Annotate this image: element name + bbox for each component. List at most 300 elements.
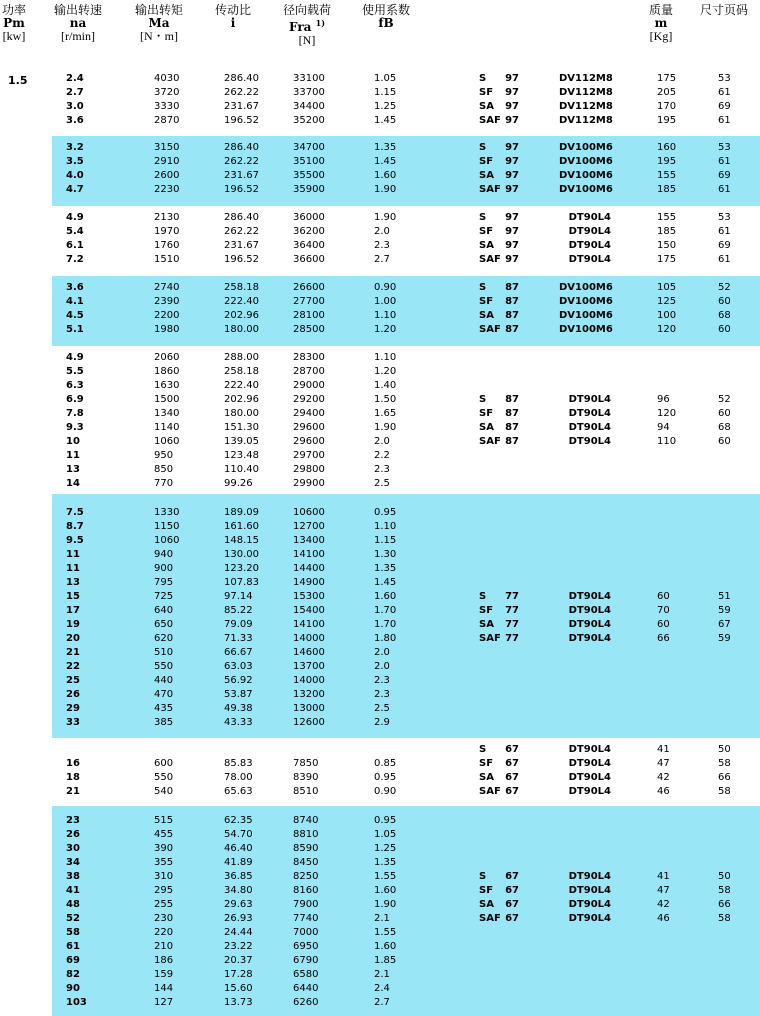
cell-torque: 950 bbox=[154, 450, 174, 461]
table-row bbox=[52, 211, 760, 225]
cell-ratio: 49.38 bbox=[224, 703, 253, 714]
cell-motor-model: DT90L4 bbox=[568, 885, 611, 896]
table-row bbox=[52, 996, 760, 1010]
table-row bbox=[52, 716, 760, 730]
cell-torque: 255 bbox=[154, 899, 174, 910]
cell-speed: 6.1 bbox=[66, 240, 84, 251]
row-group bbox=[52, 206, 760, 276]
table-row bbox=[52, 646, 760, 660]
cell-speed: 21 bbox=[66, 786, 80, 797]
cell-service-factor: 1.30 bbox=[374, 549, 397, 560]
cell-torque: 2060 bbox=[154, 352, 180, 363]
cell-ratio: 202.96 bbox=[224, 310, 259, 321]
cell-ratio: 222.40 bbox=[224, 296, 259, 307]
table-row bbox=[52, 618, 760, 632]
row-group bbox=[52, 56, 760, 136]
table-row bbox=[52, 114, 760, 128]
cell-mount-type: SAF bbox=[479, 633, 501, 644]
cell-ratio: 286.40 bbox=[224, 73, 259, 84]
cell-motor-model: DV100M6 bbox=[559, 296, 613, 307]
header-ratio-symbol: i bbox=[230, 16, 236, 30]
cell-torque: 1760 bbox=[154, 240, 180, 251]
cell-page-ref: 60 bbox=[718, 408, 731, 419]
table-row bbox=[52, 870, 760, 884]
cell-speed: 6.9 bbox=[66, 394, 84, 405]
cell-ratio: 99.26 bbox=[224, 478, 253, 489]
cell-motor-model: DV100M6 bbox=[559, 156, 613, 167]
table-row bbox=[52, 884, 760, 898]
cell-speed: 13 bbox=[66, 464, 80, 475]
cell-radial-load: 8250 bbox=[293, 871, 319, 882]
cell-page-ref: 52 bbox=[718, 282, 731, 293]
cell-radial-load: 6950 bbox=[293, 941, 319, 952]
cell-mass: 150 bbox=[657, 240, 677, 251]
cell-ratio: 180.00 bbox=[224, 408, 259, 419]
cell-page-ref: 58 bbox=[718, 885, 731, 896]
header-power bbox=[2, 4, 26, 43]
cell-torque: 2200 bbox=[154, 310, 180, 321]
cell-size: 77 bbox=[505, 605, 519, 616]
cell-torque: 1980 bbox=[154, 324, 180, 335]
table-row bbox=[52, 548, 760, 562]
cell-mass: 170 bbox=[657, 101, 677, 112]
cell-ratio: 196.52 bbox=[224, 184, 259, 195]
cell-ratio: 161.60 bbox=[224, 521, 259, 532]
cell-service-factor: 2.9 bbox=[374, 717, 390, 728]
cell-mass: 120 bbox=[657, 408, 677, 419]
cell-mount-type: SA bbox=[479, 899, 494, 910]
header-radial-load-footnote: 1) bbox=[315, 18, 325, 28]
cell-torque: 650 bbox=[154, 619, 174, 630]
cell-radial-load: 27700 bbox=[293, 296, 325, 307]
table-row bbox=[52, 940, 760, 954]
cell-mass: 185 bbox=[657, 226, 677, 237]
cell-service-factor: 1.60 bbox=[374, 885, 397, 896]
cell-torque: 1500 bbox=[154, 394, 180, 405]
cell-speed: 61 bbox=[66, 941, 80, 952]
table-row bbox=[52, 842, 760, 856]
cell-speed: 103 bbox=[66, 997, 87, 1008]
cell-speed: 9.3 bbox=[66, 422, 84, 433]
cell-radial-load: 34700 bbox=[293, 142, 325, 153]
table-row bbox=[52, 477, 760, 491]
cell-service-factor: 2.0 bbox=[374, 226, 390, 237]
cell-mass: 47 bbox=[657, 885, 670, 896]
cell-speed: 3.0 bbox=[66, 101, 84, 112]
cell-page-ref: 58 bbox=[718, 758, 731, 769]
cell-service-factor: 1.80 bbox=[374, 633, 397, 644]
cell-mass: 66 bbox=[657, 633, 670, 644]
cell-mass: 195 bbox=[657, 156, 677, 167]
header-torque bbox=[135, 4, 183, 43]
cell-radial-load: 8390 bbox=[293, 772, 319, 783]
header-service-factor-symbol: fB bbox=[378, 16, 394, 30]
cell-page-ref: 61 bbox=[718, 254, 731, 265]
cell-radial-load: 7740 bbox=[293, 913, 319, 924]
cell-mass: 70 bbox=[657, 605, 670, 616]
cell-torque: 1060 bbox=[154, 436, 180, 447]
header-radial-load bbox=[283, 4, 331, 47]
cell-torque: 2740 bbox=[154, 282, 180, 293]
cell-page-ref: 53 bbox=[718, 73, 731, 84]
cell-mount-type: S bbox=[479, 282, 487, 293]
cell-motor-model: DV100M6 bbox=[559, 184, 613, 195]
cell-size: 77 bbox=[505, 633, 519, 644]
cell-torque: 1630 bbox=[154, 380, 180, 391]
header-power-unit: [kw] bbox=[2, 29, 26, 43]
table-row bbox=[52, 576, 760, 590]
table-row bbox=[52, 365, 760, 379]
cell-torque: 515 bbox=[154, 815, 174, 826]
table-row bbox=[52, 72, 760, 86]
cell-radial-load: 34400 bbox=[293, 101, 325, 112]
cell-ratio: 286.40 bbox=[224, 212, 259, 223]
cell-size: 87 bbox=[505, 296, 519, 307]
cell-size: 77 bbox=[505, 619, 519, 630]
cell-service-factor: 1.45 bbox=[374, 115, 397, 126]
cell-motor-model: DV100M6 bbox=[559, 324, 613, 335]
cell-size: 77 bbox=[505, 591, 519, 602]
cell-motor-model: DV112M8 bbox=[559, 73, 613, 84]
cell-size: 97 bbox=[505, 73, 519, 84]
cell-speed: 4.5 bbox=[66, 310, 84, 321]
cell-radial-load: 35100 bbox=[293, 156, 325, 167]
table-row bbox=[52, 702, 760, 716]
cell-ratio: 41.89 bbox=[224, 857, 253, 868]
cell-ratio: 139.05 bbox=[224, 436, 259, 447]
cell-radial-load: 29200 bbox=[293, 394, 325, 405]
table-header bbox=[0, 0, 760, 56]
cell-ratio: 231.67 bbox=[224, 170, 259, 181]
cell-radial-load: 36600 bbox=[293, 254, 325, 265]
cell-ratio: 202.96 bbox=[224, 394, 259, 405]
cell-service-factor: 1.15 bbox=[374, 535, 397, 546]
cell-service-factor: 1.85 bbox=[374, 955, 397, 966]
cell-page-ref: 60 bbox=[718, 296, 731, 307]
cell-motor-model: DT90L4 bbox=[568, 786, 611, 797]
cell-motor-model: DT90L4 bbox=[568, 913, 611, 924]
cell-ratio: 97.14 bbox=[224, 591, 253, 602]
cell-service-factor: 1.10 bbox=[374, 521, 397, 532]
cell-ratio: 258.18 bbox=[224, 282, 259, 293]
table-row bbox=[52, 309, 760, 323]
cell-speed: 20 bbox=[66, 633, 80, 644]
cell-size: 87 bbox=[505, 282, 519, 293]
table-row bbox=[52, 407, 760, 421]
cell-speed: 58 bbox=[66, 927, 80, 938]
table-row bbox=[52, 912, 760, 926]
cell-radial-load: 12600 bbox=[293, 717, 325, 728]
table-row bbox=[52, 534, 760, 548]
cell-radial-load: 35200 bbox=[293, 115, 325, 126]
cell-ratio: 62.35 bbox=[224, 815, 253, 826]
cell-radial-load: 6260 bbox=[293, 997, 319, 1008]
cell-service-factor: 2.3 bbox=[374, 675, 390, 686]
table-row bbox=[52, 814, 760, 828]
cell-mount-type: SF bbox=[479, 758, 494, 769]
cell-mount-type: S bbox=[479, 744, 487, 755]
cell-torque: 770 bbox=[154, 478, 174, 489]
cell-ratio: 110.40 bbox=[224, 464, 259, 475]
cell-torque: 2230 bbox=[154, 184, 180, 195]
cell-page-ref: 60 bbox=[718, 436, 731, 447]
cell-radial-load: 29800 bbox=[293, 464, 325, 475]
cell-speed: 11 bbox=[66, 563, 80, 574]
cell-torque: 1330 bbox=[154, 507, 180, 518]
cell-service-factor: 1.05 bbox=[374, 829, 397, 840]
cell-radial-load: 14600 bbox=[293, 647, 325, 658]
table-row bbox=[52, 421, 760, 435]
cell-radial-load: 33100 bbox=[293, 73, 325, 84]
cell-speed: 82 bbox=[66, 969, 80, 980]
header-mass-symbol: m bbox=[654, 16, 668, 30]
header-service-factor-label: 使用系数 bbox=[362, 3, 411, 17]
cell-torque: 2600 bbox=[154, 170, 180, 181]
cell-speed: 48 bbox=[66, 899, 80, 910]
header-torque-symbol: Ma bbox=[148, 16, 170, 30]
cell-ratio: 123.48 bbox=[224, 450, 259, 461]
cell-motor-model: DT90L4 bbox=[568, 212, 611, 223]
cell-radial-load: 35900 bbox=[293, 184, 325, 195]
table-row bbox=[52, 169, 760, 183]
cell-speed: 7.8 bbox=[66, 408, 84, 419]
cell-service-factor: 1.70 bbox=[374, 605, 397, 616]
cell-page-ref: 58 bbox=[718, 913, 731, 924]
header-service-factor bbox=[362, 4, 410, 30]
cell-speed: 69 bbox=[66, 955, 80, 966]
cell-speed: 3.5 bbox=[66, 156, 84, 167]
table-row bbox=[52, 968, 760, 982]
cell-service-factor: 2.0 bbox=[374, 436, 390, 447]
cell-torque: 600 bbox=[154, 758, 174, 769]
cell-size: 97 bbox=[505, 87, 519, 98]
cell-torque: 455 bbox=[154, 829, 174, 840]
cell-mass: 110 bbox=[657, 436, 677, 447]
header-speed-unit: [r/min] bbox=[61, 29, 95, 43]
cell-service-factor: 1.35 bbox=[374, 857, 397, 868]
cell-radial-load: 12700 bbox=[293, 521, 325, 532]
cell-size: 97 bbox=[505, 254, 519, 265]
cell-torque: 940 bbox=[154, 549, 174, 560]
cell-ratio: 107.83 bbox=[224, 577, 259, 588]
cell-mount-type: SA bbox=[479, 240, 494, 251]
cell-speed: 11 bbox=[66, 450, 80, 461]
cell-page-ref: 69 bbox=[718, 240, 731, 251]
table-row bbox=[52, 281, 760, 295]
cell-torque: 1510 bbox=[154, 254, 180, 265]
cell-size: 97 bbox=[505, 240, 519, 251]
cell-service-factor: 1.90 bbox=[374, 899, 397, 910]
cell-service-factor: 2.0 bbox=[374, 647, 390, 658]
cell-speed: 7.2 bbox=[66, 254, 84, 265]
cell-torque: 4030 bbox=[154, 73, 180, 84]
row-group bbox=[52, 738, 760, 806]
table-row bbox=[52, 743, 760, 757]
cell-ratio: 196.52 bbox=[224, 115, 259, 126]
cell-service-factor: 1.35 bbox=[374, 142, 397, 153]
cell-speed: 33 bbox=[66, 717, 80, 728]
table-row bbox=[52, 86, 760, 100]
cell-ratio: 180.00 bbox=[224, 324, 259, 335]
header-mass-unit: [Kg] bbox=[649, 29, 673, 43]
cell-mass: 46 bbox=[657, 913, 670, 924]
cell-radial-load: 7000 bbox=[293, 927, 319, 938]
cell-mass: 105 bbox=[657, 282, 677, 293]
cell-speed: 38 bbox=[66, 871, 80, 882]
cell-page-ref: 61 bbox=[718, 115, 731, 126]
cell-speed: 4.9 bbox=[66, 352, 84, 363]
cell-mount-type: SAF bbox=[479, 436, 501, 447]
cell-ratio: 36.85 bbox=[224, 871, 253, 882]
cell-service-factor: 1.00 bbox=[374, 296, 397, 307]
cell-torque: 2870 bbox=[154, 115, 180, 126]
cell-ratio: 15.60 bbox=[224, 983, 253, 994]
cell-radial-load: 36400 bbox=[293, 240, 325, 251]
cell-service-factor: 2.1 bbox=[374, 913, 390, 924]
cell-ratio: 85.83 bbox=[224, 758, 253, 769]
header-ratio bbox=[215, 4, 251, 30]
cell-speed: 34 bbox=[66, 857, 80, 868]
cell-motor-model: DV112M8 bbox=[559, 87, 613, 98]
cell-speed: 8.7 bbox=[66, 521, 84, 532]
cell-radial-load: 14100 bbox=[293, 549, 325, 560]
cell-ratio: 26.93 bbox=[224, 913, 253, 924]
cell-page-ref: 69 bbox=[718, 101, 731, 112]
cell-radial-load: 7900 bbox=[293, 899, 319, 910]
cell-mount-type: SA bbox=[479, 101, 494, 112]
cell-service-factor: 1.70 bbox=[374, 619, 397, 630]
cell-radial-load: 28300 bbox=[293, 352, 325, 363]
cell-mount-type: SAF bbox=[479, 786, 501, 797]
cell-radial-load: 29600 bbox=[293, 436, 325, 447]
cell-size: 87 bbox=[505, 310, 519, 321]
row-group bbox=[52, 806, 760, 1016]
cell-speed: 26 bbox=[66, 689, 80, 700]
cell-radial-load: 26600 bbox=[293, 282, 325, 293]
cell-page-ref: 66 bbox=[718, 899, 731, 910]
cell-radial-load: 15300 bbox=[293, 591, 325, 602]
cell-motor-model: DV112M8 bbox=[559, 115, 613, 126]
header-page bbox=[700, 4, 748, 17]
cell-motor-model: DT90L4 bbox=[568, 758, 611, 769]
cell-torque: 725 bbox=[154, 591, 174, 602]
cell-radial-load: 8590 bbox=[293, 843, 319, 854]
cell-torque: 1340 bbox=[154, 408, 180, 419]
cell-mass: 120 bbox=[657, 324, 677, 335]
cell-speed: 41 bbox=[66, 885, 80, 896]
cell-radial-load: 35500 bbox=[293, 170, 325, 181]
cell-service-factor: 1.65 bbox=[374, 408, 397, 419]
cell-ratio: 85.22 bbox=[224, 605, 253, 616]
cell-size: 67 bbox=[505, 758, 519, 769]
cell-speed: 11 bbox=[66, 549, 80, 560]
cell-speed: 90 bbox=[66, 983, 80, 994]
header-torque-label: 输出转矩 bbox=[135, 3, 184, 17]
cell-torque: 470 bbox=[154, 689, 174, 700]
cell-page-ref: 61 bbox=[718, 184, 731, 195]
cell-motor-model: DT90L4 bbox=[568, 744, 611, 755]
table-row bbox=[52, 660, 760, 674]
cell-radial-load: 14400 bbox=[293, 563, 325, 574]
cell-page-ref: 61 bbox=[718, 226, 731, 237]
cell-radial-load: 6440 bbox=[293, 983, 319, 994]
cell-service-factor: 1.15 bbox=[374, 87, 397, 98]
cell-speed: 15 bbox=[66, 591, 80, 602]
cell-speed: 3.2 bbox=[66, 142, 84, 153]
cell-size: 97 bbox=[505, 184, 519, 195]
cell-ratio: 258.18 bbox=[224, 366, 259, 377]
cell-torque: 435 bbox=[154, 703, 174, 714]
row-group bbox=[52, 136, 760, 206]
cell-speed: 22 bbox=[66, 661, 80, 672]
cell-service-factor: 1.60 bbox=[374, 941, 397, 952]
cell-radial-load: 33700 bbox=[293, 87, 325, 98]
table-row bbox=[52, 393, 760, 407]
cell-torque: 2390 bbox=[154, 296, 180, 307]
header-ratio-label: 传动比 bbox=[215, 3, 252, 17]
cell-speed: 4.0 bbox=[66, 170, 84, 181]
cell-mass: 47 bbox=[657, 758, 670, 769]
cell-ratio: 262.22 bbox=[224, 156, 259, 167]
cell-mass: 155 bbox=[657, 212, 677, 223]
cell-service-factor: 0.85 bbox=[374, 758, 397, 769]
cell-ratio: 13.73 bbox=[224, 997, 253, 1008]
cell-speed: 9.5 bbox=[66, 535, 84, 546]
cell-torque: 159 bbox=[154, 969, 174, 980]
cell-motor-model: DV100M6 bbox=[559, 170, 613, 181]
cell-size: 87 bbox=[505, 422, 519, 433]
table-row bbox=[52, 141, 760, 155]
header-radial-load-symbol: Fra $^{1)}$ bbox=[289, 18, 325, 34]
cell-torque: 2130 bbox=[154, 212, 180, 223]
cell-ratio: 286.40 bbox=[224, 142, 259, 153]
cell-torque: 850 bbox=[154, 464, 174, 475]
cell-torque: 1860 bbox=[154, 366, 180, 377]
cell-mount-type: S bbox=[479, 212, 487, 223]
cell-radial-load: 14900 bbox=[293, 577, 325, 588]
cell-ratio: 20.37 bbox=[224, 955, 253, 966]
table-row bbox=[52, 926, 760, 940]
cell-torque: 795 bbox=[154, 577, 174, 588]
cell-speed: 4.1 bbox=[66, 296, 84, 307]
cell-speed: 2.4 bbox=[66, 73, 84, 84]
header-radial-load-unit: [N] bbox=[298, 33, 316, 47]
cell-motor-model: DT90L4 bbox=[568, 772, 611, 783]
cell-ratio: 151.30 bbox=[224, 422, 259, 433]
cell-torque: 144 bbox=[154, 983, 174, 994]
cell-speed: 14 bbox=[66, 478, 80, 489]
cell-ratio: 130.00 bbox=[224, 549, 259, 560]
cell-ratio: 46.40 bbox=[224, 843, 253, 854]
cell-size: 97 bbox=[505, 142, 519, 153]
cell-service-factor: 0.90 bbox=[374, 282, 397, 293]
cell-speed: 3.6 bbox=[66, 282, 84, 293]
cell-radial-load: 14100 bbox=[293, 619, 325, 630]
cell-mount-type: SF bbox=[479, 605, 494, 616]
cell-page-ref: 67 bbox=[718, 619, 731, 630]
cell-size: 97 bbox=[505, 115, 519, 126]
cell-service-factor: 1.90 bbox=[374, 212, 397, 223]
cell-service-factor: 1.50 bbox=[374, 394, 397, 405]
cell-speed: 2.7 bbox=[66, 87, 84, 98]
cell-mass: 41 bbox=[657, 744, 670, 755]
cell-size: 67 bbox=[505, 786, 519, 797]
cell-service-factor: 2.1 bbox=[374, 969, 390, 980]
cell-speed: 16 bbox=[66, 758, 80, 769]
cell-speed: 3.6 bbox=[66, 115, 84, 126]
cell-speed: 5.1 bbox=[66, 324, 84, 335]
cell-torque: 540 bbox=[154, 786, 174, 797]
